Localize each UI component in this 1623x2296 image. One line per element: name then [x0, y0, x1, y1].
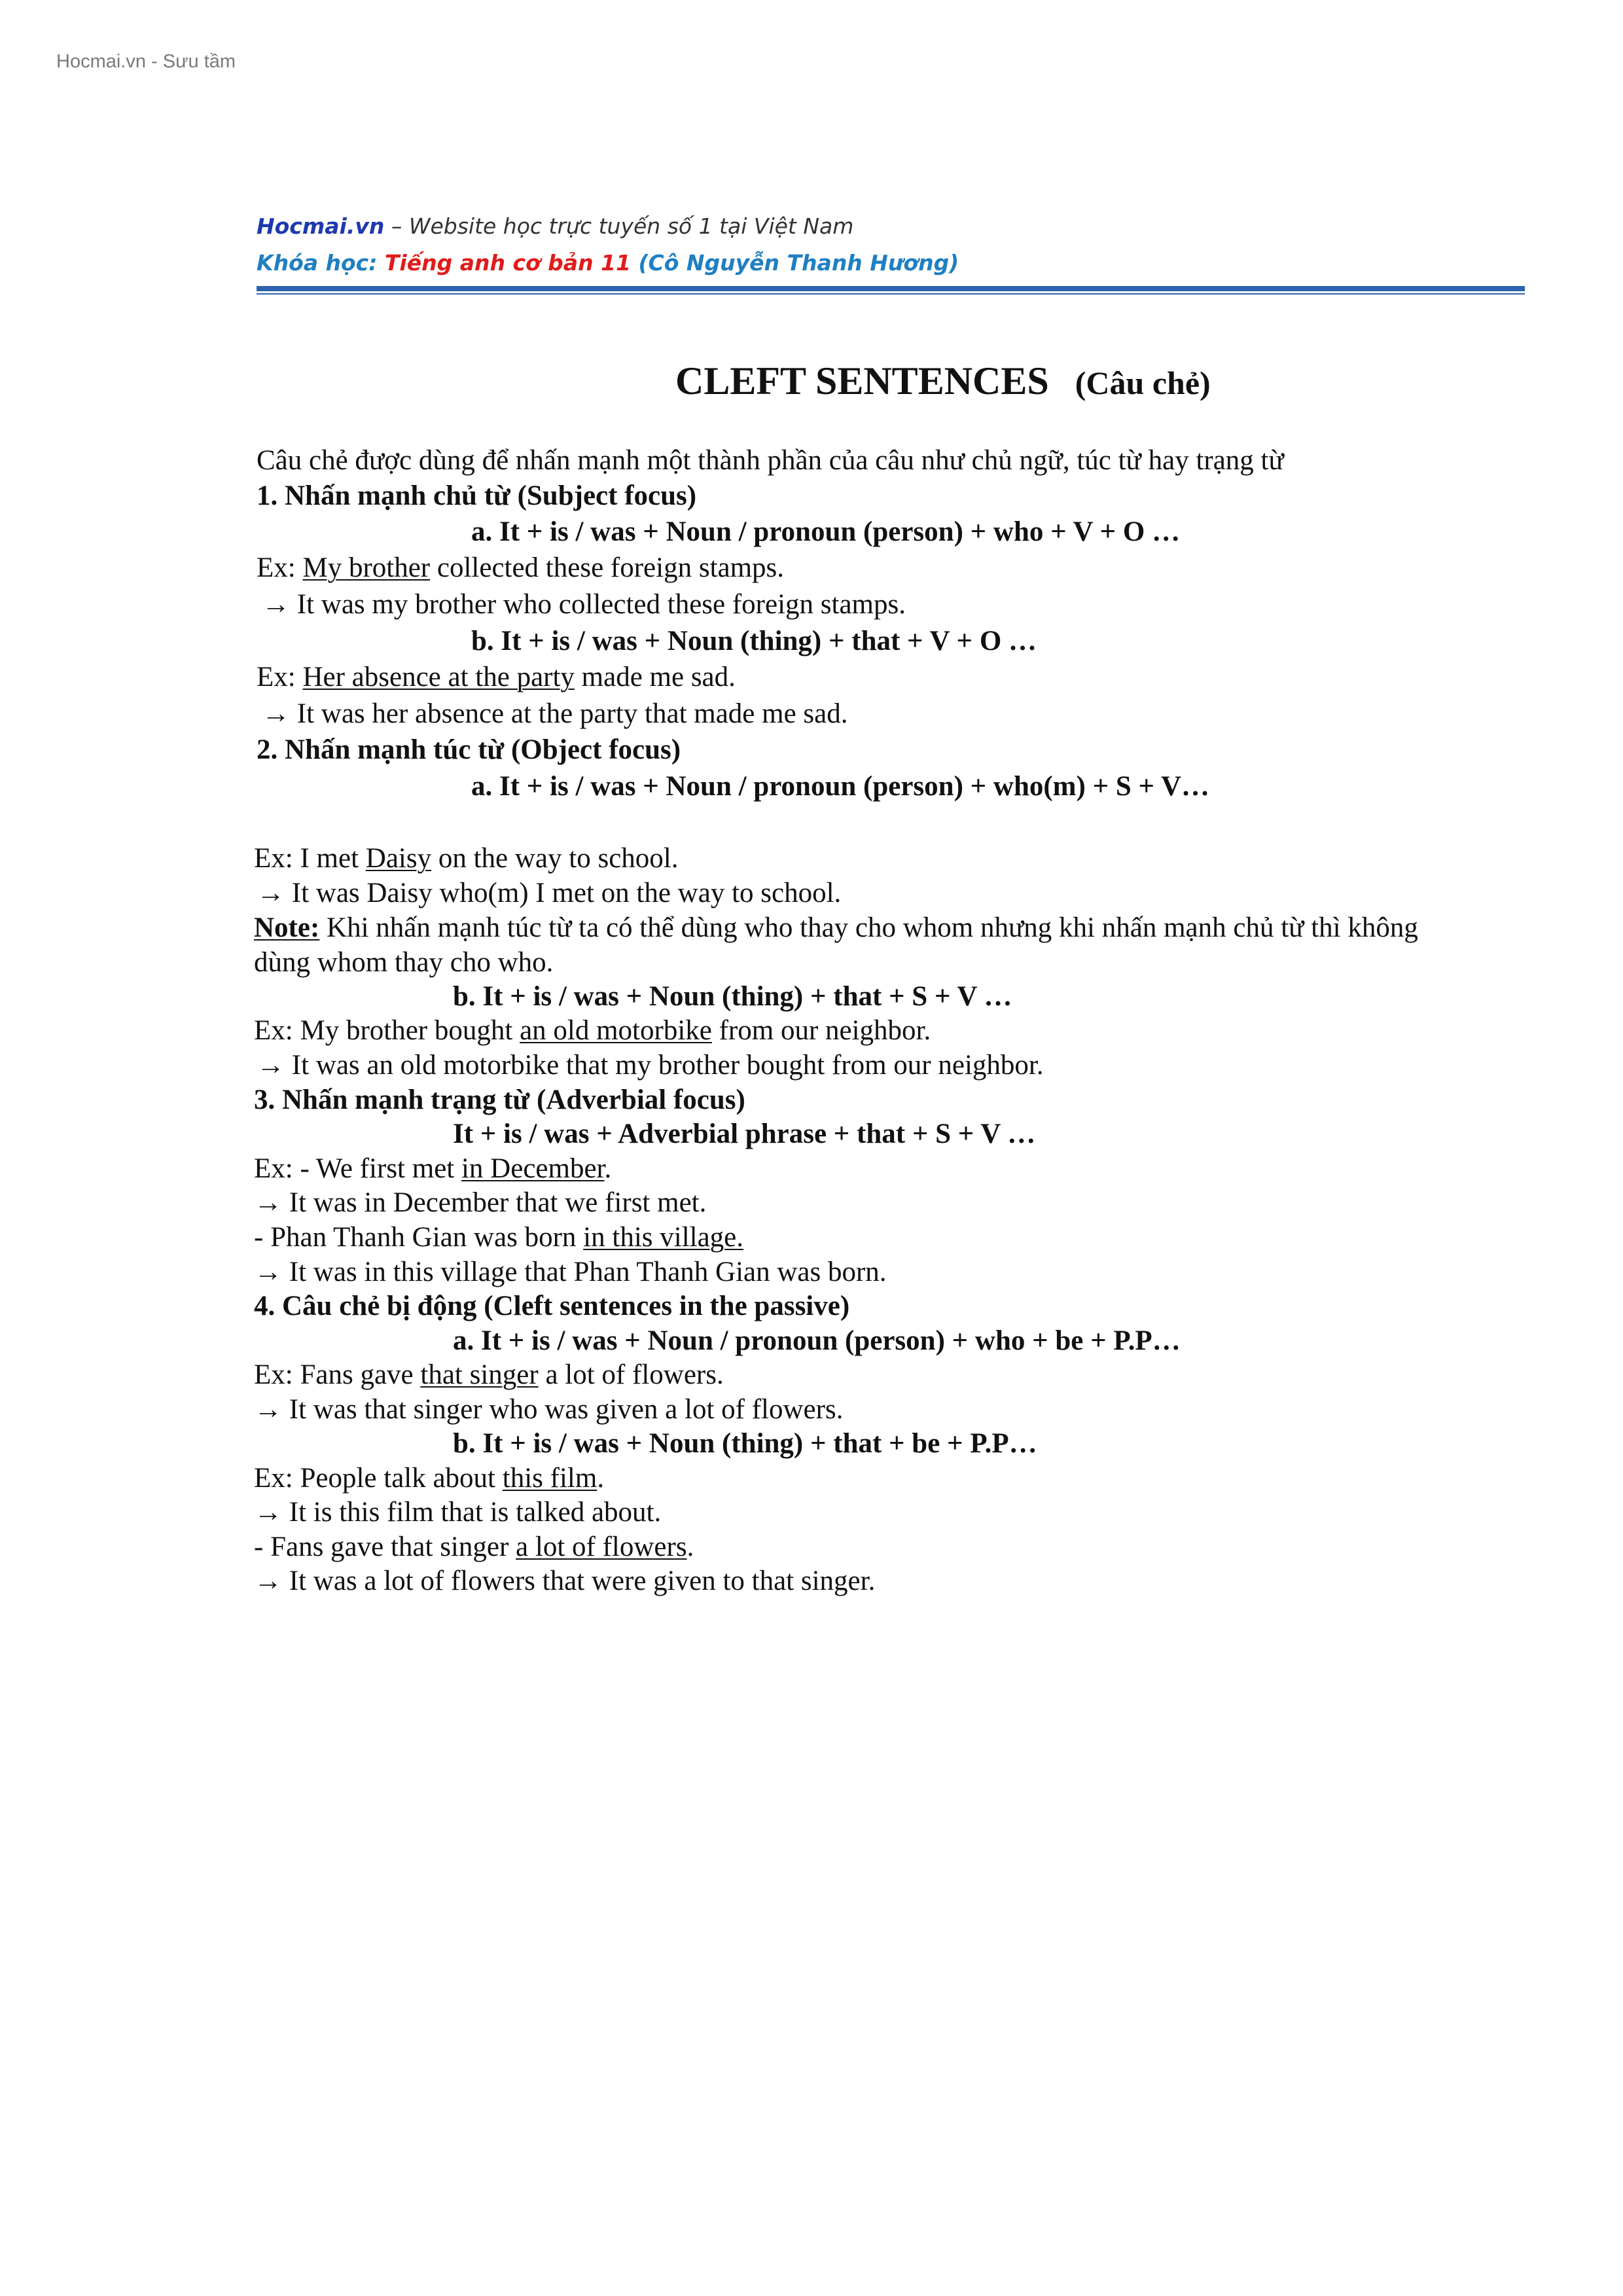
- s3-heading: 3. Nhấn mạnh trạng từ (Adverbial focus): [254, 1085, 745, 1115]
- s3-answer-2: → It was in this village that Phan Thanh Gian was born.: [254, 1257, 887, 1287]
- intro-text: Câu chẻ được dùng để nhấn mạnh một thành phần của câu như chủ ngữ, túc từ hay trạng từ: [257, 445, 1284, 476]
- s1-example-a: [257, 554, 784, 582]
- title-main: CLEFT SENTENCES: [675, 359, 1049, 403]
- watermark: Hocmai.vn - Sưu tầm: [56, 51, 236, 72]
- ex-prefix: Ex:: [257, 662, 303, 692]
- ex-underlined: that singer: [420, 1359, 539, 1390]
- ex-prefix: Ex: Fans gave: [254, 1359, 421, 1390]
- s4-answer-a: → It was that singer who was given a lot of flowers.: [254, 1394, 844, 1425]
- ex-suffix: a lot of flowers.: [538, 1359, 724, 1390]
- s2-answer-b: → It was an old motorbike that my brother bought from our neighbor.: [257, 1050, 1044, 1081]
- site-tagline: – Website học trực tuyến số 1 tại Việt Nam: [384, 213, 854, 239]
- ex-suffix: .: [604, 1153, 612, 1184]
- ex-suffix: on the way to school.: [431, 843, 679, 874]
- page-title: [675, 359, 1211, 404]
- site-name: Hocmai.vn: [257, 213, 385, 239]
- s4-example-a: [254, 1361, 724, 1389]
- s2-formula-b: b. It + is / was + Noun (thing) + that + S + V …: [453, 981, 1012, 1012]
- ex-underlined: in this village.: [583, 1222, 744, 1253]
- ex-suffix: collected these foreign stamps.: [430, 552, 785, 583]
- header-rule-thin: [257, 293, 1525, 295]
- s2-example-a: [254, 844, 678, 872]
- ex-underlined: in December: [461, 1153, 605, 1184]
- s1-example-b: [257, 663, 736, 691]
- header-site-line: [257, 213, 853, 239]
- ex-prefix: Ex: My brother bought: [254, 1015, 520, 1046]
- s4-formula-a: a. It + is / was + Noun / pronoun (person) + who + be + P.P…: [453, 1325, 1181, 1356]
- s1-answer-a: → It was my brother who collected these foreign stamps.: [262, 589, 906, 620]
- note-text: Khi nhấn mạnh túc từ ta có thể dùng who thay cho whom nhưng khi nhấn mạnh chủ từ thì không: [319, 912, 1418, 943]
- ex-prefix: Ex: I met: [254, 843, 366, 874]
- title-sub: (Câu chẻ): [1075, 365, 1211, 401]
- ex-suffix: .: [597, 1463, 605, 1494]
- course-teacher: (Cô Nguyễn Thanh Hương): [630, 250, 959, 276]
- s4-answer-b1: → It is this film that is talked about.: [254, 1497, 662, 1528]
- course-name: Tiếng anh cơ bản 11: [384, 250, 631, 276]
- s2-example-b: [254, 1016, 931, 1045]
- header-course-line: [257, 250, 959, 276]
- ex-underlined: an old motorbike: [520, 1015, 712, 1046]
- s4-example-b1: [254, 1464, 604, 1492]
- s1-formula-b: b. It + is / was + Noun (thing) + that + V + O …: [471, 626, 1037, 656]
- ex-prefix: Ex: - We first met: [254, 1153, 461, 1184]
- ex-suffix: .: [687, 1532, 694, 1562]
- header-rule-thick: [257, 286, 1525, 291]
- ex-prefix: Ex:: [257, 552, 303, 583]
- s1-answer-b: → It was her absence at the party that made me sad.: [262, 698, 848, 729]
- s4-example-b2: [254, 1533, 694, 1561]
- ex-underlined: My brother: [302, 552, 431, 583]
- ex-underlined: a lot of flowers: [516, 1532, 687, 1562]
- ex-prefix: - Phan Thanh Gian was born: [254, 1222, 584, 1253]
- s4-formula-b: b. It + is / was + Noun (thing) + that + be + P.P…: [453, 1428, 1037, 1459]
- s2-note-line2: dùng whom thay cho who.: [254, 947, 554, 978]
- s4-heading: 4. Câu chẻ bị động (Cleft sentences in the passive): [254, 1291, 850, 1321]
- ex-suffix: made me sad.: [574, 662, 736, 692]
- ex-prefix: Ex: People talk about: [254, 1463, 503, 1494]
- s2-note-line1: [254, 914, 1418, 942]
- s1-formula-a: a. It + is / was + Noun / pronoun (person) + who + V + O …: [471, 516, 1181, 547]
- course-label: Khóa học:: [257, 250, 385, 276]
- s2-answer-a: → It was Daisy who(m) I met on the way to school.: [257, 878, 842, 908]
- note-label: Note:: [254, 912, 320, 943]
- s4-answer-b2: → It was a lot of flowers that were given to that singer.: [254, 1566, 876, 1596]
- s2-heading: 2. Nhấn mạnh túc từ (Object focus): [257, 734, 681, 765]
- ex-underlined: this film: [502, 1463, 597, 1494]
- s3-formula: It + is / was + Adverbial phrase + that + S + V …: [453, 1119, 1036, 1149]
- s2-formula-a: a. It + is / was + Noun / pronoun (person) + who(m) + S + V…: [471, 771, 1210, 802]
- s3-example-2: [254, 1223, 743, 1251]
- ex-prefix: - Fans gave that singer: [254, 1532, 516, 1562]
- s1-heading: 1. Nhấn mạnh chủ từ (Subject focus): [257, 480, 697, 511]
- s3-example-1: [254, 1155, 611, 1183]
- ex-suffix: from our neighbor.: [711, 1015, 931, 1046]
- ex-underlined: Her absence at the party: [302, 662, 575, 692]
- ex-underlined: Daisy: [365, 843, 432, 874]
- s3-answer-1: → It was in December that we first met.: [254, 1187, 707, 1218]
